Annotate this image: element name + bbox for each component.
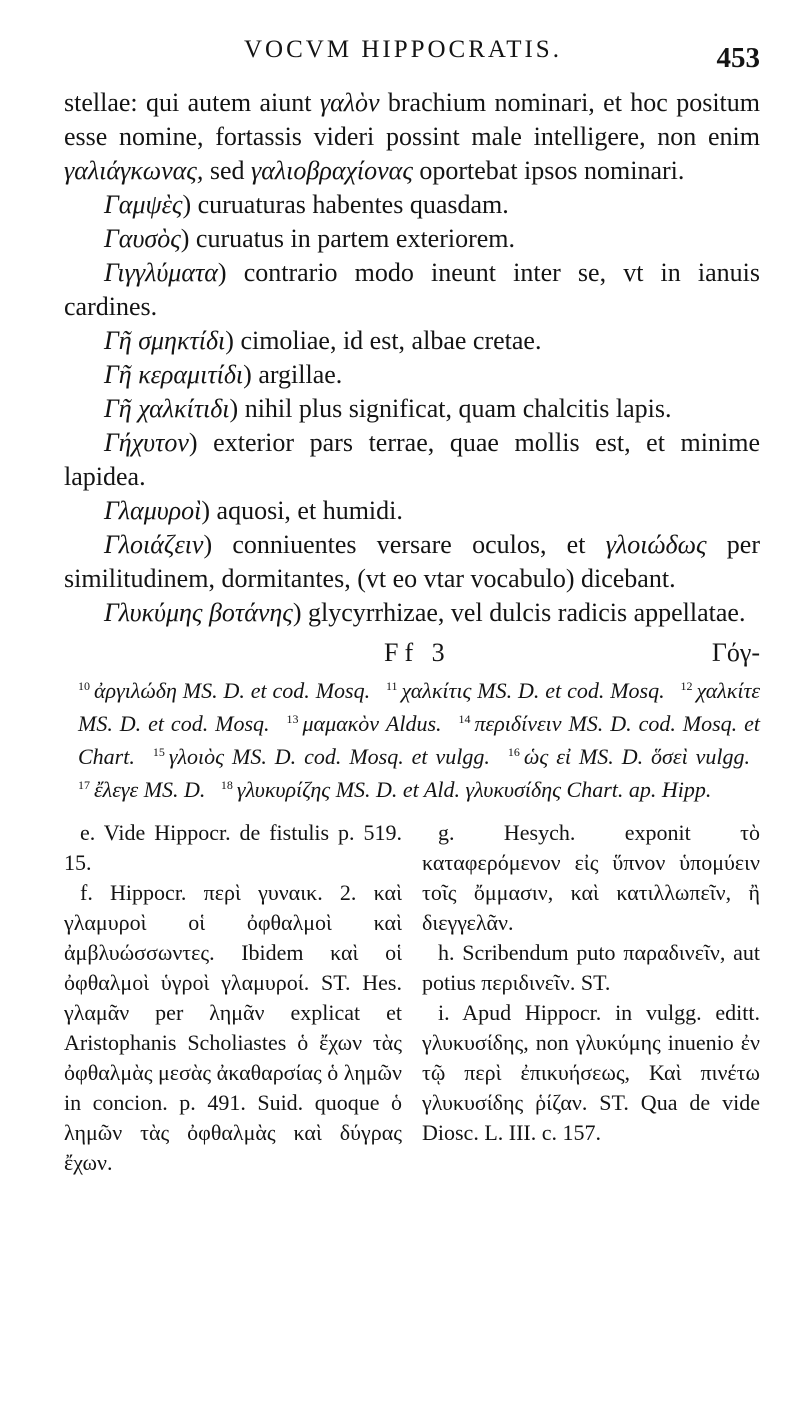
text-run: per similitudinem, dormitantes, (vt eo vtar vocabulo) dicebant. bbox=[64, 530, 760, 593]
signature-line bbox=[64, 638, 760, 672]
variant-number: 11 bbox=[385, 679, 398, 693]
variant-text: ἔλεγε MS. D. bbox=[94, 777, 206, 802]
text-run: ) conniuentes versare oculos, et bbox=[203, 530, 606, 559]
variant-number: 12 bbox=[680, 679, 693, 693]
variant-reading bbox=[153, 744, 490, 769]
greek-term: Γαμψὲς bbox=[104, 190, 183, 219]
greek-term: Γλοιάζειν bbox=[104, 530, 204, 559]
greek-term: γλοιώδως bbox=[605, 530, 707, 559]
text-run: ) aquosi, et humidi. bbox=[201, 496, 403, 525]
footnote: f. Hippocr. περὶ γυναικ. 2. καὶ γλαμυροὶ οἱ ὀφθαλμοὶ καὶ ἀμβλυώσσωντες. Ibidem καὶ οἱ ὀφθαλμοὶ ὑγροὶ γλαμυροί. ST. Hes. γλαμᾶν per λημᾶν explicat et Aristophanis Scholiastes ὁ ἔχων τὰς ὀφθαλμὰς μεσὰς ἀκαθαρσίας ὁ λημῶν in concion. p. 491. Suid. quoque ὁ λημῶν τὰς ὀφθαλμὰς καὶ δύγρας ἔχων. bbox=[64, 880, 402, 1175]
variant-reading bbox=[221, 777, 711, 802]
variant-text: χαλκίτε MS. D. et cod. Mosq. bbox=[78, 678, 761, 736]
text-run: ) glycyrrhizae, vel dulcis radicis appellatae. bbox=[292, 598, 746, 627]
footnotes bbox=[64, 818, 760, 1178]
greek-term: γαλιάγκωνας, bbox=[64, 156, 204, 185]
variant-reading bbox=[286, 711, 441, 736]
variant-number: 15 bbox=[152, 745, 165, 759]
continued-paragraph bbox=[64, 86, 760, 188]
variant-text: χαλκίτις MS. D. et cod. Mosq. bbox=[401, 678, 665, 703]
footnote: g. Hesych. exponit τὸ καταφερόμενον εἰς ὕπνον ὑπομύειν τοῖς ὄμμασιν, καὶ κατιλλωπεῖν, ἢ διεγγελᾶν. bbox=[422, 820, 760, 935]
text-run: stellae: qui autem aiunt bbox=[64, 88, 320, 117]
variant-number: 10 bbox=[78, 679, 90, 693]
variant-text: γλοιὸς MS. D. cod. Mosq. et vulgg. bbox=[168, 744, 490, 769]
text-run: oportebat ipsos nominari. bbox=[412, 156, 685, 185]
greek-term: Γῆ χαλκίτιδι bbox=[104, 394, 230, 423]
greek-term: Γήχυτον bbox=[104, 428, 189, 457]
greek-term: Γλαμυροὶ bbox=[104, 496, 202, 525]
text-run: sed bbox=[203, 156, 252, 185]
greek-term: Γῆ σμηκτίδι bbox=[104, 326, 226, 355]
main-text bbox=[64, 86, 760, 630]
text-run: ) curuaturas habentes quasdam. bbox=[182, 190, 509, 219]
variant-text: γλυκυρίζης MS. D. et Ald. γλυκυσίδης Chart. ap. Hipp. bbox=[236, 777, 712, 802]
variant-number: 14 bbox=[458, 712, 471, 726]
variant-reading bbox=[78, 777, 205, 802]
variant-number: 18 bbox=[220, 778, 233, 792]
variant-text: ἀργιλώδη MS. D. et cod. Mosq. bbox=[94, 678, 371, 703]
greek-term: Γιγγλύματα bbox=[104, 258, 218, 287]
greek-term: Γλυκύμης βοτάνης bbox=[104, 598, 293, 627]
greek-term: γαλιοβραχίονας bbox=[251, 156, 413, 185]
variant-reading bbox=[78, 678, 370, 703]
text-run: ) curuatus in partem exteriorem. bbox=[180, 224, 516, 253]
footnote: e. Vide Hippocr. de fistulis p. 519. 15. bbox=[64, 820, 402, 875]
variant-number: 17 bbox=[78, 778, 90, 792]
text-run: ) nihil plus significat, quam chalcitis lapis. bbox=[229, 394, 672, 423]
text-run: ) argillae. bbox=[243, 360, 343, 389]
greek-term: Γῆ κεραμιτίδι bbox=[104, 360, 244, 389]
variant-text: ὡς εἰ MS. D. ὅσεὶ vulgg. bbox=[523, 744, 751, 769]
greek-term: Γαυσὸς bbox=[104, 224, 181, 253]
dictionary-entry bbox=[64, 188, 760, 222]
footnotes-right-column bbox=[422, 818, 760, 1178]
text-run: ) cimoliae, id est, albae cretae. bbox=[225, 326, 542, 355]
dictionary-entry bbox=[64, 426, 760, 494]
dictionary-entry bbox=[64, 358, 760, 392]
dictionary-entry bbox=[64, 392, 760, 426]
footnote: i. Apud Hippocr. in vulgg. editt. γλυκυσίδης, non γλυκύμης inuenio ἐν τῷ περὶ ἐπικυήσεως, Καὶ πινέτω γλυκυσίδης ῥίζαν. ST. Qua de vide Diosc. L. III. c. 157. bbox=[422, 1000, 760, 1145]
text-run: ) contrario modo ineunt inter se, vt in ianuis cardines. bbox=[64, 258, 760, 321]
variant-number: 16 bbox=[507, 745, 520, 759]
running-title: VOCVM HIPPOCRATIS. bbox=[244, 36, 562, 63]
page-header bbox=[64, 28, 760, 86]
dictionary-entry bbox=[64, 256, 760, 324]
variant-reading bbox=[386, 678, 665, 703]
dictionary-entry bbox=[64, 494, 760, 528]
variant-text: περιδίνειν MS. D. cod. Mosq. et Chart. bbox=[78, 711, 761, 769]
variant-readings bbox=[64, 672, 760, 804]
variant-number: 13 bbox=[286, 712, 299, 726]
text-run: ) exterior pars terrae, quae mollis est, et minime lapidea. bbox=[64, 428, 760, 491]
footnotes-left-column bbox=[64, 818, 402, 1178]
footnote: h. Scribendum puto παραδινεῖν, aut potius περιδινεῖν. ST. bbox=[422, 940, 760, 995]
dictionary-entry bbox=[64, 222, 760, 256]
text-run: brachium nominari, et hoc positum esse nomine, fortassis videri possint male intelligere, non enim bbox=[64, 88, 760, 151]
catchword: Γόγ- bbox=[711, 638, 760, 667]
greek-term: γαλὸν bbox=[319, 88, 380, 117]
variant-text: μαμακὸν Aldus. bbox=[302, 711, 442, 736]
page-number: 453 bbox=[716, 42, 760, 74]
printer-signature: Ff 3 bbox=[384, 638, 451, 667]
variant-reading bbox=[508, 744, 750, 769]
dictionary-entry bbox=[64, 596, 760, 630]
dictionary-entry bbox=[64, 528, 760, 596]
dictionary-entry bbox=[64, 324, 760, 358]
